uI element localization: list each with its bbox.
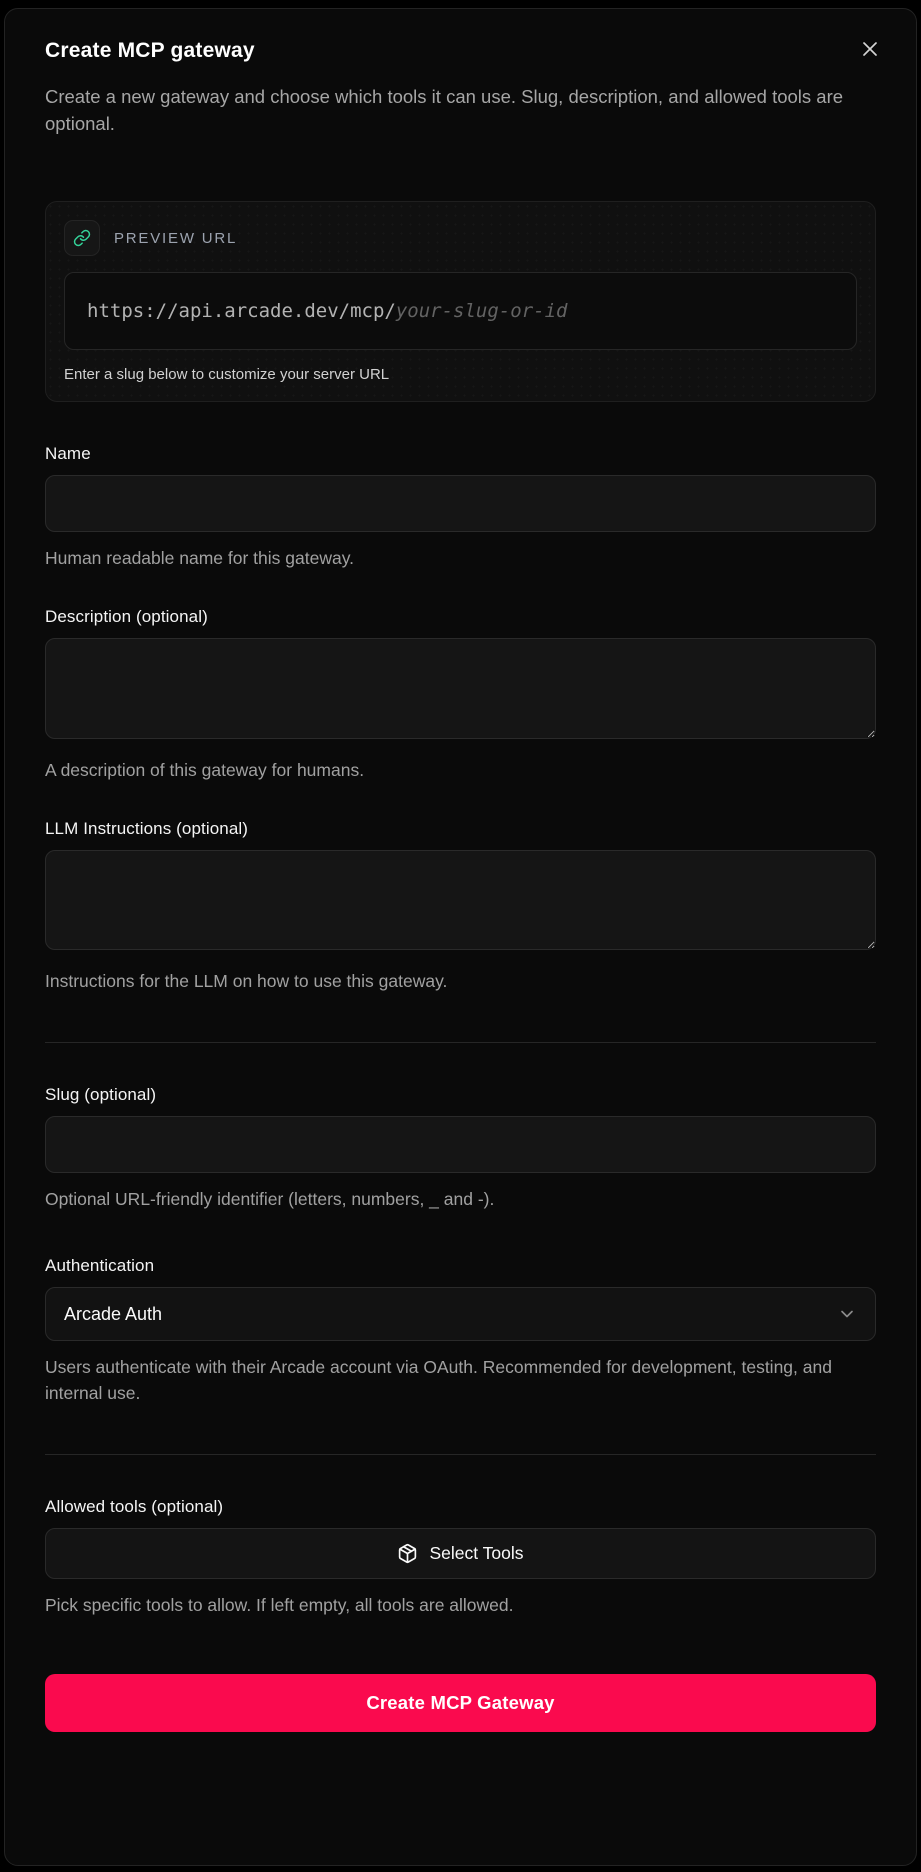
package-icon	[397, 1543, 418, 1564]
create-mcp-gateway-dialog	[4, 8, 917, 1866]
slug-input[interactable]	[45, 1116, 876, 1173]
description-textarea[interactable]	[45, 638, 876, 739]
allowed-tools-label: Allowed tools (optional)	[45, 1497, 224, 1516]
link-icon	[73, 229, 91, 247]
slug-label: Slug (optional)	[45, 1085, 157, 1104]
authentication-field-group	[45, 1256, 876, 1406]
url-base-text: https://api.arcade.dev/mcp/	[87, 300, 396, 322]
preview-url-helper: Enter a slug below to customize your server URL	[64, 366, 390, 383]
preview-url-label: PREVIEW URL	[114, 229, 238, 247]
section-divider	[45, 1042, 876, 1043]
url-slug-placeholder: your-slug-or-id	[395, 300, 568, 322]
select-tools-button[interactable]	[45, 1528, 876, 1579]
allowed-tools-field-group	[45, 1497, 876, 1618]
link-icon-chip	[64, 220, 100, 256]
preview-url-card	[45, 201, 876, 402]
description-helper: A description of this gateway for humans.	[45, 760, 365, 780]
llm-instructions-helper: Instructions for the LLM on how to use this gateway.	[45, 971, 448, 991]
create-mcp-gateway-button[interactable]: Create MCP Gateway	[45, 1674, 876, 1732]
authentication-label: Authentication	[45, 1256, 155, 1275]
llm-instructions-label: LLM Instructions (optional)	[45, 819, 249, 838]
description-label: Description (optional)	[45, 607, 208, 626]
slug-helper: Optional URL-friendly identifier (letters, numbers, _ and -).	[45, 1189, 495, 1209]
name-label: Name	[45, 444, 91, 463]
slug-field-group	[45, 1085, 876, 1212]
llm-instructions-field-group	[45, 819, 876, 994]
description-field-group	[45, 607, 876, 783]
preview-url-display	[64, 272, 857, 350]
authentication-helper: Users authenticate with their Arcade account via OAuth. Recommended for development, testing, and internal use.	[45, 1357, 832, 1403]
authentication-selected-value: Arcade Auth	[64, 1303, 163, 1324]
dialog-title: Create MCP gateway	[45, 39, 255, 62]
authentication-select[interactable]	[45, 1287, 876, 1341]
name-helper: Human readable name for this gateway.	[45, 548, 355, 568]
allowed-tools-helper: Pick specific tools to allow. If left empty, all tools are allowed.	[45, 1595, 514, 1615]
name-field-group	[45, 444, 876, 571]
name-input[interactable]	[45, 475, 876, 532]
close-icon	[858, 37, 882, 61]
llm-instructions-textarea[interactable]	[45, 850, 876, 950]
close-button[interactable]	[854, 33, 886, 65]
chevron-down-icon	[837, 1304, 857, 1324]
dialog-subtitle: Create a new gateway and choose which tools it can use. Slug, description, and allowed tools are optional.	[45, 86, 844, 134]
preview-url-header	[64, 220, 857, 256]
select-tools-button-label: Select Tools	[429, 1543, 524, 1563]
section-divider-2	[45, 1454, 876, 1455]
